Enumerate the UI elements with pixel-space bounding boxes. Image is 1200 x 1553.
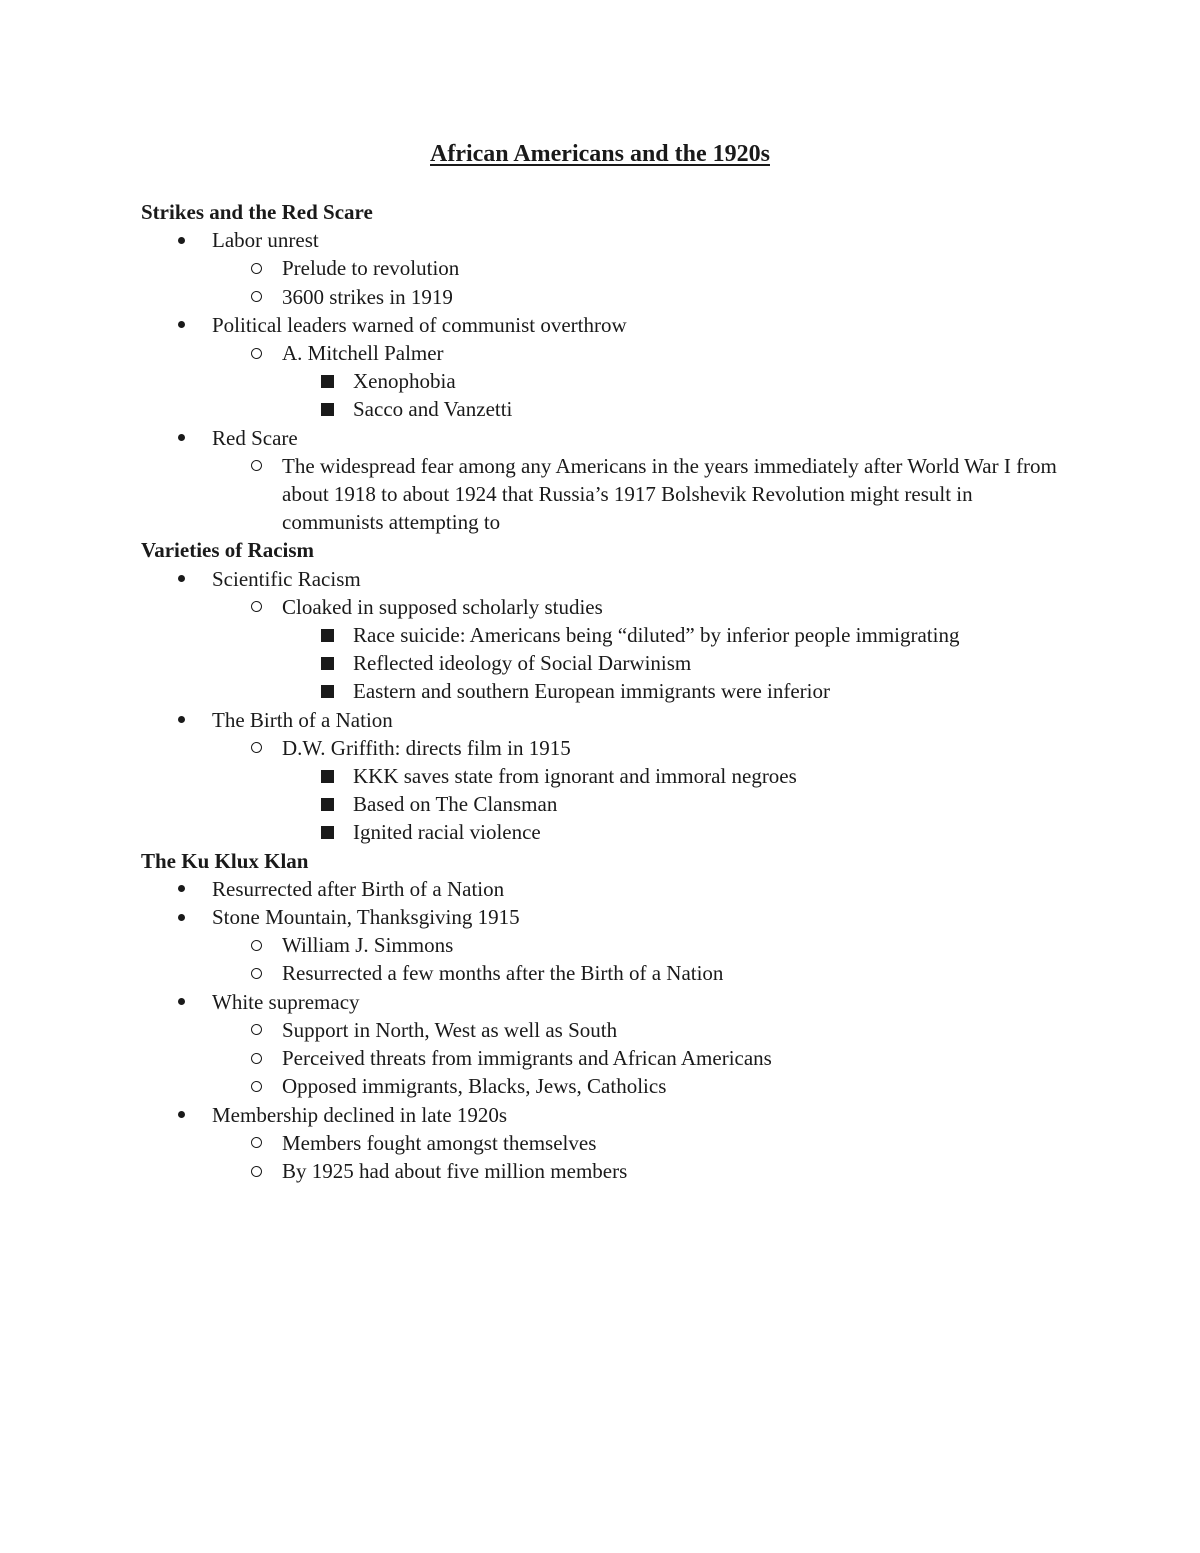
list-item-text: Cloaked in supposed scholarly studies [282, 594, 603, 619]
list-item [141, 593, 1081, 621]
list-item-text: 3600 strikes in 1919 [282, 284, 453, 309]
list-item [141, 254, 1081, 282]
bullet-circle-icon [246, 734, 266, 762]
bullet-dot-icon [171, 988, 191, 1016]
list-item [141, 706, 1081, 734]
bullet-circle-icon [246, 1044, 266, 1072]
bullet-dot-icon [171, 424, 191, 452]
bullet-circle-icon [246, 1016, 266, 1044]
list-item-text: By 1925 had about five million members [282, 1158, 628, 1183]
bullet-dot-icon [171, 565, 191, 593]
list-item [141, 875, 1081, 903]
list-item-text: Scientific Racism [212, 566, 361, 591]
list-item [141, 283, 1081, 311]
list-item [141, 367, 1081, 395]
bullet-circle-icon [246, 959, 266, 987]
bullet-square-icon [317, 790, 337, 818]
list-item [141, 452, 1062, 537]
list-item [141, 1044, 1081, 1072]
list-item [141, 1129, 1081, 1157]
list-item [141, 621, 1081, 649]
bullet-dot-icon [171, 311, 191, 339]
list-item-text: Membership declined in late 1920s [212, 1102, 508, 1127]
list-item-text: Resurrected after Birth of a Nation [212, 876, 505, 901]
list-item-text: Eastern and southern European immigrants were inferior [353, 679, 831, 704]
bullet-square-icon [317, 395, 337, 423]
list-item-text: Support in North, West as well as South [282, 1017, 618, 1042]
list-item [141, 649, 1081, 677]
bullet-circle-icon [246, 339, 266, 367]
list-item [141, 395, 1081, 423]
list-item [141, 1157, 1081, 1185]
bullet-dot-icon [171, 1101, 191, 1129]
bullet-circle-icon [246, 1072, 266, 1100]
list-item-text: White supremacy [212, 989, 360, 1014]
list-item-text: Political leaders warned of communist overthrow [212, 312, 627, 337]
list-item-text: Ignited racial violence [353, 820, 541, 845]
list-item [141, 1016, 1081, 1044]
list-item [141, 226, 1081, 254]
bullet-square-icon [317, 677, 337, 705]
document-title: African Americans and the 1920s [430, 141, 770, 167]
bullet-circle-icon [246, 452, 266, 480]
bullet-square-icon [317, 621, 337, 649]
list-item-text: Race suicide: Americans being “diluted” by inferior people immigrating [353, 623, 960, 648]
list-item-text: Prelude to revolution [282, 256, 460, 281]
list-item-text: Red Scare [212, 425, 298, 450]
list-item-text: Reflected ideology of Social Darwinism [353, 651, 692, 676]
list-item-text: Xenophobia [353, 369, 456, 394]
section-heading: Strikes and the Red Scare [141, 200, 373, 224]
list-item [141, 677, 1081, 705]
list-item-text: D.W. Griffith: directs film in 1915 [282, 735, 571, 760]
bullet-dot-icon [171, 226, 191, 254]
list-item [141, 1101, 1081, 1129]
list-item [141, 903, 1081, 931]
list-item [141, 959, 1081, 987]
section-heading: Varieties of Racism [141, 538, 315, 563]
list-item [141, 734, 1081, 762]
list-item-text: Sacco and Vanzetti [353, 397, 513, 422]
bullet-square-icon [317, 649, 337, 677]
bullet-circle-icon [246, 283, 266, 311]
list-item [141, 311, 1081, 339]
list-item-text: A. Mitchell Palmer [282, 341, 444, 366]
bullet-square-icon [317, 367, 337, 395]
list-item-text: Opposed immigrants, Blacks, Jews, Catholics [282, 1074, 667, 1099]
list-item-text: Stone Mountain, Thanksgiving 1915 [212, 905, 520, 930]
list-item [141, 339, 1081, 367]
bullet-circle-icon [246, 1129, 266, 1157]
list-item [141, 790, 1081, 818]
list-item-text: Perceived threats from immigrants and African Americans [282, 1046, 772, 1071]
bullet-dot-icon [171, 875, 191, 903]
list-item-text: William J. Simmons [282, 933, 454, 958]
list-item-text: KKK saves state from ignorant and immoral negroes [353, 764, 797, 789]
section-heading: The Ku Klux Klan [141, 848, 309, 873]
bullet-dot-icon [171, 706, 191, 734]
outline [141, 198, 1081, 1185]
list-item-text: Resurrected a few months after the Birth of a Nation [282, 961, 724, 986]
bullet-circle-icon [246, 593, 266, 621]
bullet-circle-icon [246, 254, 266, 282]
list-item-text: Members fought amongst themselves [282, 1130, 597, 1155]
list-item-text: Labor unrest [212, 228, 319, 253]
list-item [141, 565, 1081, 593]
bullet-square-icon [317, 818, 337, 846]
bullet-circle-icon [246, 1157, 266, 1185]
list-item [141, 424, 1081, 452]
list-item-text: The Birth of a Nation [212, 707, 393, 732]
bullet-square-icon [317, 762, 337, 790]
list-item [141, 762, 1081, 790]
list-item [141, 988, 1081, 1016]
list-item [141, 931, 1081, 959]
list-item-text: Based on The Clansman [353, 792, 558, 817]
bullet-dot-icon [171, 903, 191, 931]
bullet-circle-icon [246, 931, 266, 959]
list-item-text: The widespread fear among any Americans in the years immediately after World War I from about 1918 to about 1924 that Russia’s 1917 Bolshevik Revolution might result in communists attempting to [282, 453, 1057, 535]
list-item [141, 1072, 1081, 1100]
list-item [141, 818, 1081, 846]
